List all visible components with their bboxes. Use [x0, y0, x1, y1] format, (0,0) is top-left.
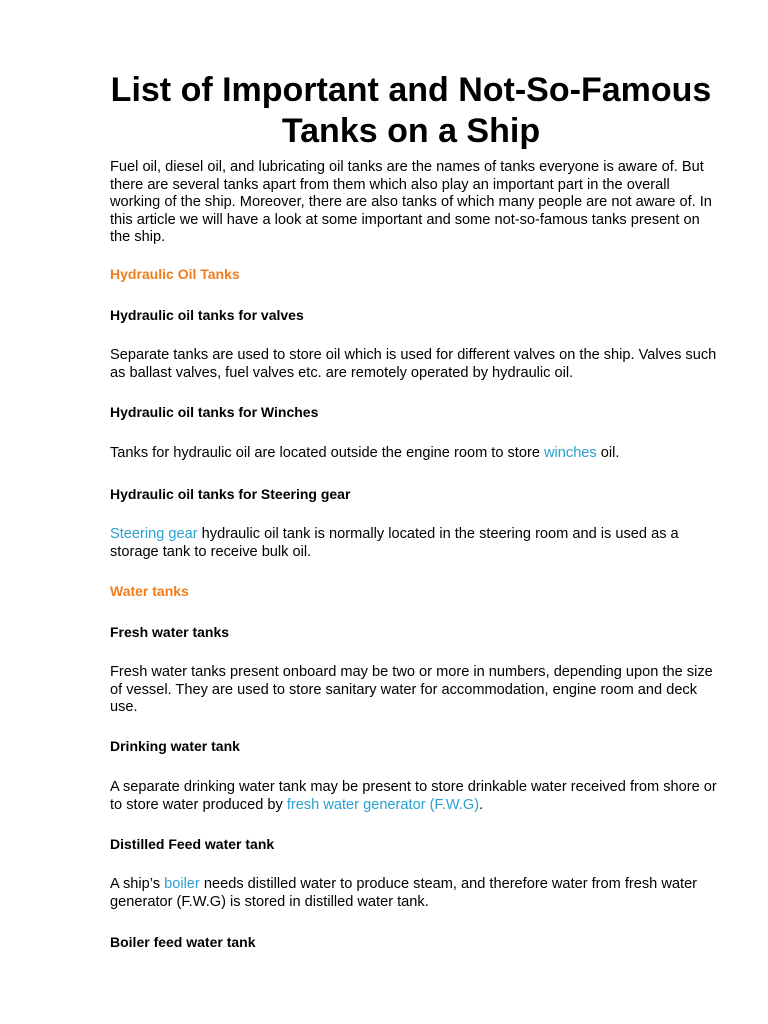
text-span: needs distilled water to produce steam, and therefore water from fresh water generator (F.W.G) is stored in distilled water tank.	[110, 876, 698, 910]
boiler-link[interactable]: boiler	[164, 876, 200, 892]
text-span: A ship’s	[110, 876, 165, 892]
paragraph-distilled-feed	[110, 876, 718, 911]
paragraph-steering	[110, 526, 718, 561]
subheading-valves: Hydraulic oil tanks for valves	[110, 307, 304, 323]
text-span: Tanks for hydraulic oil are located outside the engine room to store	[110, 445, 544, 461]
text-span: A separate drinking water tank may be present to store drinkable water received from shore or to store water produced by	[110, 779, 717, 813]
section-heading-water: Water tanks	[110, 583, 189, 599]
paragraph-drinking-water	[110, 779, 718, 814]
subheading-fresh-water: Fresh water tanks	[110, 624, 230, 640]
subheading-winches: Hydraulic oil tanks for Winches	[110, 404, 319, 420]
text-span: .	[479, 796, 484, 813]
paragraph-fresh-water: Fresh water tanks present onboard may be two or more in numbers, depending upon the size of vessel. They are used to store sanitary water for accommodation, engine room and deck use.	[110, 664, 713, 715]
paragraph-winches	[110, 445, 718, 463]
fwg-link[interactable]: fresh water generator (F.W.G)	[286, 796, 480, 813]
subheading-steering: Hydraulic oil tanks for Steering gear	[110, 486, 351, 502]
page-title: List of Important and Not-So-Famous Tanks on a Ship	[110, 71, 712, 150]
intro-paragraph: Fuel oil, diesel oil, and lubricating oil tanks are the names of tanks everyone is aware of. But there are several tanks apart from them which also play an important part in the overall working of the ship. Moreover, there are also tanks of which many people are not aware of. In this article we will have a look at some important and some not-so-famous tanks present on the ship.	[110, 159, 712, 245]
subheading-distilled-feed: Distilled Feed water tank	[110, 836, 275, 852]
subheading-boiler-feed: Boiler feed water tank	[110, 934, 256, 950]
paragraph-valves: Separate tanks are used to store oil which is used for different valves on the ship. Valves such as ballast valves, fuel valves etc. are remotely operated by hydraulic oil.	[110, 347, 717, 381]
text-span: hydraulic oil tank is normally located in the steering room and is used as a storage tank to receive bulk oil.	[110, 526, 679, 560]
section-heading-hydraulic: Hydraulic Oil Tanks	[110, 266, 240, 282]
steering-gear-link[interactable]: Steering gear	[110, 526, 198, 542]
text-span: oil.	[596, 445, 620, 461]
winches-link[interactable]: winches	[544, 445, 597, 461]
subheading-drinking-water: Drinking water tank	[110, 738, 240, 754]
